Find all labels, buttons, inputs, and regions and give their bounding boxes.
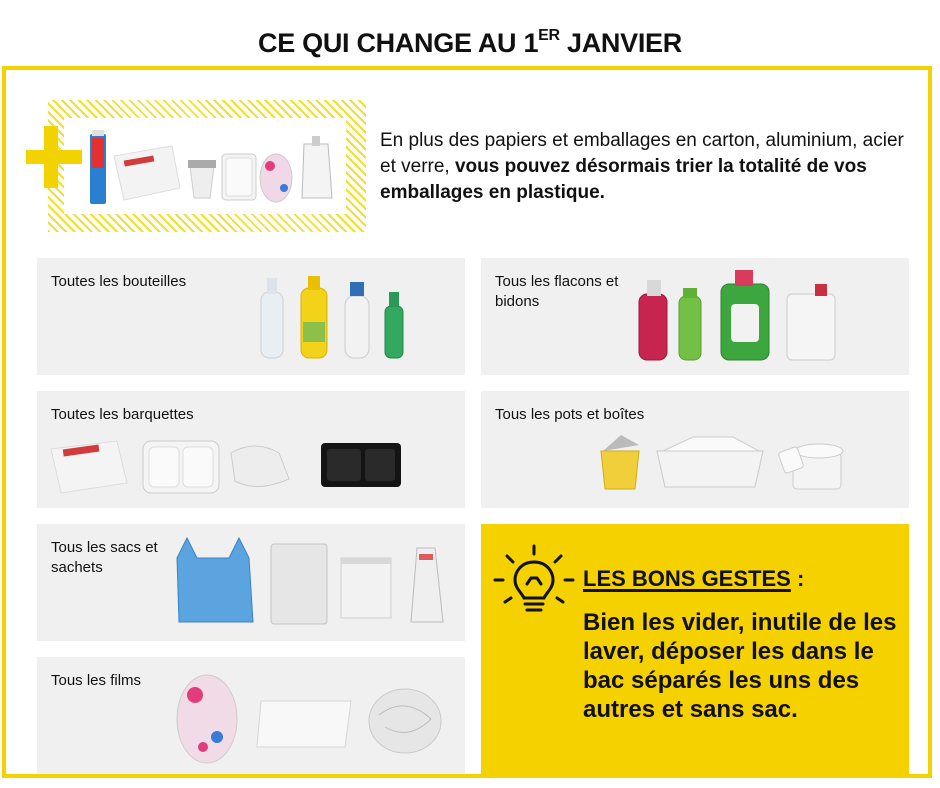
tip-box bbox=[481, 524, 909, 774]
sacs-illustration bbox=[167, 536, 457, 636]
category-card-sacs bbox=[37, 524, 465, 641]
category-card-bouteilles bbox=[37, 258, 465, 375]
page-title: CE QUI CHANGE AU 1ER JANVIER bbox=[258, 27, 682, 58]
category-label: Tous les flacons et bidons bbox=[495, 273, 619, 310]
category-label: Tous les films bbox=[51, 672, 142, 689]
tip-body: Bien les vider, inutile de les laver, déposer les dans le bac séparés les uns des autres et sans sac. bbox=[583, 609, 897, 723]
category-label: Tous les pots et boîtes bbox=[495, 406, 645, 423]
bottles-illustration bbox=[247, 272, 427, 364]
category-card-barquettes bbox=[37, 391, 465, 508]
intro-text: En plus des papiers et emballages en carton, aluminium, acier et verre, vous pouvez désormais trier la totalité de vos emballages en plastique. bbox=[380, 130, 904, 203]
barquettes-illustration bbox=[45, 435, 455, 501]
category-card-flacons bbox=[481, 258, 909, 375]
category-label: Toutes les bouteilles bbox=[51, 273, 187, 290]
category-label: Toutes les barquettes bbox=[51, 406, 194, 423]
category-card-films bbox=[37, 657, 465, 774]
lightbulb-icon bbox=[491, 542, 577, 622]
pots-illustration bbox=[593, 431, 863, 499]
packaging-strip bbox=[64, 118, 346, 214]
category-label: Tous les sacs et sachets bbox=[51, 539, 158, 576]
packaging-illustration bbox=[64, 118, 346, 214]
flacons-illustration bbox=[631, 266, 891, 366]
category-card-pots bbox=[481, 391, 909, 508]
tip-heading: LES BONS GESTES : bbox=[583, 566, 805, 591]
films-illustration bbox=[173, 665, 463, 769]
plus-icon-bar bbox=[26, 150, 82, 164]
